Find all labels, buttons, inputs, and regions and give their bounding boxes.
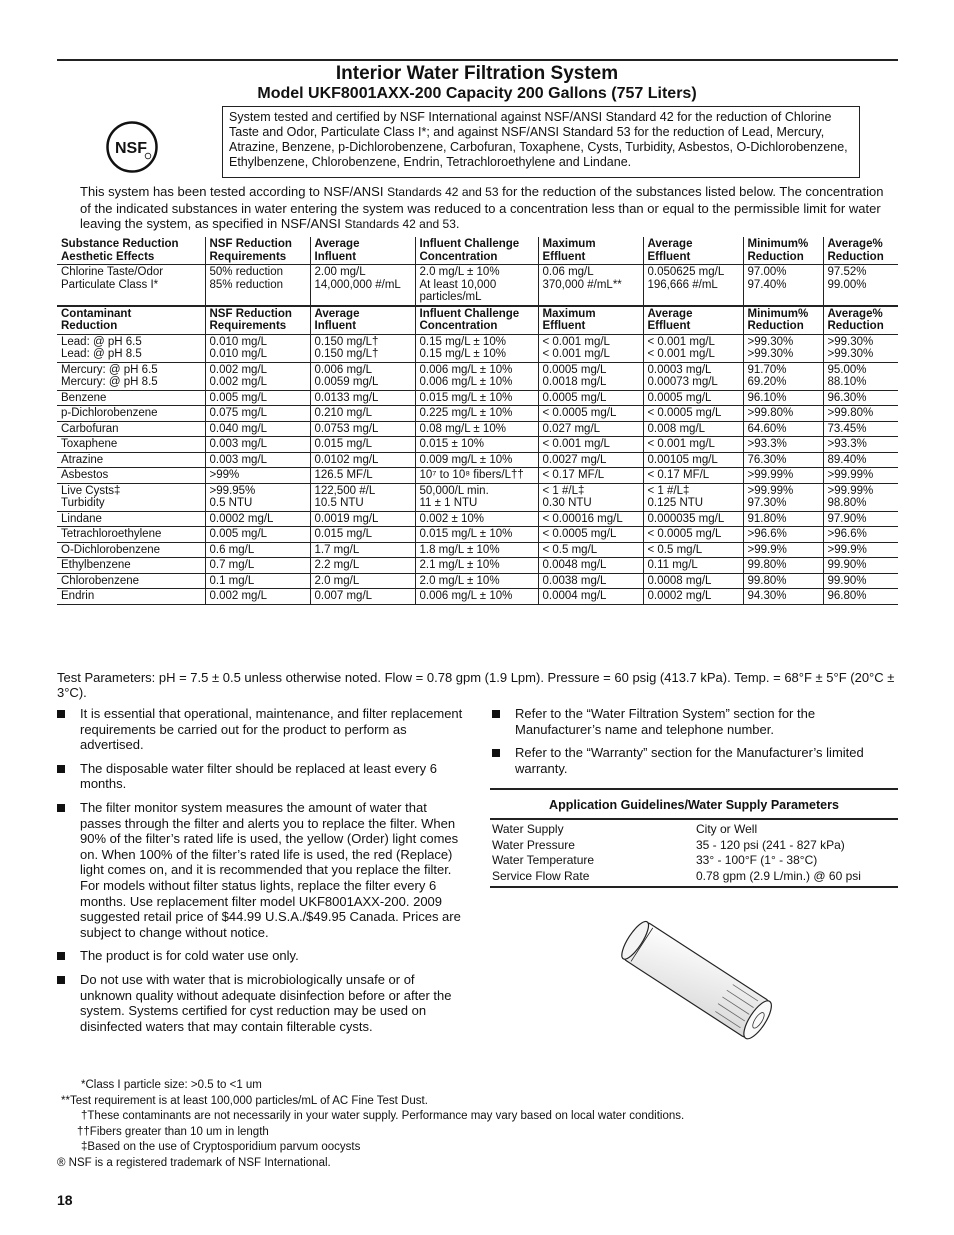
table-cell: 0.0002 mg/L bbox=[643, 589, 743, 605]
bullet-item bbox=[57, 972, 467, 1034]
table-cell: Live Cysts‡ Turbidity bbox=[57, 483, 205, 511]
table-cell: 1.8 mg/L ± 10% bbox=[415, 542, 538, 558]
table-cell: 89.40% bbox=[823, 452, 898, 468]
table-cell: Contaminant Reduction bbox=[57, 306, 205, 335]
guideline-row bbox=[490, 869, 898, 885]
table-cell: < 0.0005 mg/L bbox=[643, 406, 743, 422]
table-cell: Tetrachloroethylene bbox=[57, 527, 205, 543]
table-cell: 2.0 mg/L bbox=[310, 573, 415, 589]
table-cell: Chlorobenzene bbox=[57, 573, 205, 589]
table-cell: Chlorine Taste/Odor Particulate Class I* bbox=[57, 265, 205, 306]
table-cell: Influent Challenge Concentration bbox=[415, 237, 538, 265]
table-cell: >99.30% >99.30% bbox=[823, 334, 898, 362]
table-cell: 0.1 mg/L bbox=[205, 573, 310, 589]
table-cell: 0.015 mg/L bbox=[310, 527, 415, 543]
table-cell: >99.99% 97.30% bbox=[743, 483, 823, 511]
table-cell: 2.0 mg/L ± 10% At least 10,000 particles/mL bbox=[415, 265, 538, 306]
table-cell: 97.90% bbox=[823, 511, 898, 527]
table-cell: Average Influent bbox=[310, 306, 415, 335]
table-cell: >99.30% >99.30% bbox=[743, 334, 823, 362]
table-header-row bbox=[57, 237, 898, 265]
table-header-row bbox=[57, 306, 898, 335]
table-cell: < 0.001 mg/L bbox=[538, 437, 643, 453]
table-cell: Endrin bbox=[57, 589, 205, 605]
table-row bbox=[57, 406, 898, 422]
table-cell: 0.040 mg/L bbox=[205, 421, 310, 437]
table-cell: 0.00105 mg/L bbox=[643, 452, 743, 468]
table-row bbox=[57, 437, 898, 453]
bullet-item bbox=[57, 761, 467, 792]
table-cell: O-Dichlorobenzene bbox=[57, 542, 205, 558]
guideline-row bbox=[490, 822, 898, 838]
table-cell: 0.015 mg/L ± 10% bbox=[415, 527, 538, 543]
page-subtitle: Model UKF8001AXX-200 Capacity 200 Gallons (757 Liters) bbox=[257, 85, 697, 102]
table-cell: 97.52% 99.00% bbox=[823, 265, 898, 306]
table-cell: 0.0002 mg/L bbox=[205, 511, 310, 527]
table-cell: < 1 #/L‡ 0.125 NTU bbox=[643, 483, 743, 511]
table-cell: 0.0005 mg/L 0.0018 mg/L bbox=[538, 362, 643, 390]
table-cell: 0.015 ± 10% bbox=[415, 437, 538, 453]
table-row bbox=[57, 334, 898, 362]
table-cell: < 0.00016 mg/L bbox=[538, 511, 643, 527]
table-cell: 0.002 mg/L 0.002 mg/L bbox=[205, 362, 310, 390]
bullet-text: The product is for cold water use only. bbox=[80, 948, 299, 964]
footnote: *Class I particle size: >0.5 to <1 um bbox=[81, 1079, 262, 1091]
table-cell: 2.0 mg/L ± 10% bbox=[415, 573, 538, 589]
nsf-logo-text: NSF bbox=[115, 140, 147, 157]
application-guidelines bbox=[490, 788, 898, 888]
table-cell: 0.0008 mg/L bbox=[643, 573, 743, 589]
table-cell: >99.80% bbox=[743, 406, 823, 422]
table-cell: 50% reduction 85% reduction bbox=[205, 265, 310, 306]
table-cell: 91.70% 69.20% bbox=[743, 362, 823, 390]
table-cell: 0.010 mg/L 0.010 mg/L bbox=[205, 334, 310, 362]
table-cell: 0.009 mg/L ± 10% bbox=[415, 452, 538, 468]
bullet-list-right bbox=[492, 706, 897, 784]
performance-data-table bbox=[57, 237, 898, 605]
table-cell: 0.0019 mg/L bbox=[310, 511, 415, 527]
bullet-text: Refer to the “Warranty” section for the Manufacturer’s limited warranty. bbox=[515, 745, 864, 776]
table-cell: Maximum Effluent bbox=[538, 306, 643, 335]
guideline-value: 35 - 120 psi (241 - 827 kPa) bbox=[696, 837, 845, 852]
table-cell: >93.3% bbox=[743, 437, 823, 453]
table-cell: >93.3% bbox=[823, 437, 898, 453]
table-cell: p-Dichlorobenzene bbox=[57, 406, 205, 422]
guidelines-title: Application Guidelines/Water Supply Parameters bbox=[490, 788, 898, 820]
table-cell: Influent Challenge Concentration bbox=[415, 306, 538, 335]
guideline-label: Water Pressure bbox=[492, 837, 575, 852]
guideline-row bbox=[490, 838, 898, 854]
table-cell: 0.003 mg/L bbox=[205, 437, 310, 453]
table-cell: 0.0004 mg/L bbox=[538, 589, 643, 605]
table-row bbox=[57, 527, 898, 543]
table-cell: Average% Reduction bbox=[823, 237, 898, 265]
table-cell: Average Effluent bbox=[643, 237, 743, 265]
bullet-text: It is essential that operational, maintenance, and filter replacement requirements be carried out for the product to perform as advertised. bbox=[80, 706, 463, 753]
table-cell: NSF Reduction Requirements bbox=[205, 306, 310, 335]
table-cell: Lindane bbox=[57, 511, 205, 527]
bullet-text: Do not use with water that is microbiologically unsafe or of unknown quality without adequate disinfection before or after the system. Systems certified for cyst reduction may be used on disinfected waters that may contain filterable cysts. bbox=[80, 971, 452, 1034]
guideline-label: Water Supply bbox=[492, 822, 564, 836]
guidelines-bottom-rule bbox=[490, 886, 898, 888]
footnote: **Test requirement is at least 100,000 particles/mL of AC Fine Test Dust. bbox=[61, 1094, 428, 1107]
table-cell: < 0.5 mg/L bbox=[538, 542, 643, 558]
footnote: ††Fibers greater than 10 um in length bbox=[77, 1125, 269, 1138]
table-cell: 0.11 mg/L bbox=[643, 558, 743, 574]
table-cell: 0.0005 mg/L bbox=[538, 390, 643, 406]
bullet-item bbox=[57, 948, 467, 964]
page-number: 18 bbox=[57, 1192, 73, 1208]
table-cell: < 0.001 mg/L < 0.001 mg/L bbox=[643, 334, 743, 362]
table-cell: 94.30% bbox=[743, 589, 823, 605]
table-cell: 95.00% 88.10% bbox=[823, 362, 898, 390]
table-cell: < 0.0005 mg/L bbox=[643, 527, 743, 543]
square-bullet-icon bbox=[57, 710, 65, 718]
table-cell: 0.150 mg/L† 0.150 mg/L† bbox=[310, 334, 415, 362]
table-row bbox=[57, 265, 898, 306]
square-bullet-icon bbox=[57, 765, 65, 773]
table-row bbox=[57, 589, 898, 605]
table-cell: >99.80% bbox=[823, 406, 898, 422]
table-cell: 122,500 #/L 10.5 NTU bbox=[310, 483, 415, 511]
guideline-value: 33° - 100°F (1° - 38°C) bbox=[696, 853, 818, 868]
table-cell: 0.0027 mg/L bbox=[538, 452, 643, 468]
table-cell: Asbestos bbox=[57, 468, 205, 484]
guideline-value: 0.78 gpm (2.9 L/min.) @ 60 psi bbox=[696, 868, 861, 883]
table-cell: 2.00 mg/L 14,000,000 #/mL bbox=[310, 265, 415, 306]
certification-box: System tested and certified by NSF International against NSF/ANSI Standard 42 for the reduction of Chlorine Taste and Odor, Particulate Class I*; and against NSF/ANSI Standard 53 for the reduction of Lead, Mercury, Atrazine, Benzene, p-Dichlorobenzene, Carbofuran, Toxaphene, Cysts, Turbidity, Asbestos, O-Dichlorobenzene, Ethylbenzene, Chlorobenzene, Endrin, Tetrachloroethylene and Lindane. bbox=[222, 106, 860, 178]
bullet-item bbox=[57, 706, 467, 753]
test-parameters: Test Parameters: pH = 7.5 ± 0.5 unless otherwise noted. Flow = 0.78 gpm (1.9 Lpm). Pressure = 60 psig (413.7 kPa). Temp. = 68°F ± 5°F (20°C ± 3°C). bbox=[57, 670, 895, 700]
table-cell: >99.99% bbox=[823, 468, 898, 484]
table-cell: 99.90% bbox=[823, 573, 898, 589]
table-cell: 0.005 mg/L bbox=[205, 527, 310, 543]
table-cell: 0.075 mg/L bbox=[205, 406, 310, 422]
table-cell: Minimum% Reduction bbox=[743, 237, 823, 265]
table-cell: 0.006 mg/L 0.0059 mg/L bbox=[310, 362, 415, 390]
table-cell: Ethylbenzene bbox=[57, 558, 205, 574]
table-cell: Minimum% Reduction bbox=[743, 306, 823, 335]
table-cell: >96.6% bbox=[743, 527, 823, 543]
table-row bbox=[57, 558, 898, 574]
guideline-value: City or Well bbox=[696, 822, 758, 836]
table-cell: < 0.001 mg/L < 0.001 mg/L bbox=[538, 334, 643, 362]
table-cell: 0.002 mg/L bbox=[205, 589, 310, 605]
footnote: †These contaminants are not necessarily in your water supply. Performance may vary based on local water conditions. bbox=[81, 1110, 685, 1123]
table-cell: 0.0102 mg/L bbox=[310, 452, 415, 468]
table-cell: Average% Reduction bbox=[823, 306, 898, 335]
footnote: ‡Based on the use of Cryptosporidium parvum oocysts bbox=[81, 1141, 361, 1154]
water-filter-cartridge-icon bbox=[610, 910, 790, 1050]
intro-paragraph: This system has been tested according to NSF/ANSI Standards 42 and 53 for the reduction of the substances listed below. The concentration of the indicated substances in water entering the system was reduced to a concentration less than or equal to the permissible limit for water leaving the system, as specified in NSF/ANSI Standards 42 and 53. bbox=[80, 184, 884, 231]
page-title: Interior Water Filtration System bbox=[335, 63, 619, 84]
table-cell: Atrazine bbox=[57, 452, 205, 468]
bullet-item bbox=[492, 745, 897, 776]
table-cell: 0.015 mg/L ± 10% bbox=[415, 390, 538, 406]
table-cell: Maximum Effluent bbox=[538, 237, 643, 265]
table-cell: 0.000035 mg/L bbox=[643, 511, 743, 527]
table-cell: >99.9% bbox=[823, 542, 898, 558]
table-cell: 10⁷ to 10⁸ fibers/L†† bbox=[415, 468, 538, 484]
table-cell: Average Influent bbox=[310, 237, 415, 265]
table-cell: 76.30% bbox=[743, 452, 823, 468]
table-cell: >99.99% bbox=[743, 468, 823, 484]
table-cell: 0.15 mg/L ± 10% 0.15 mg/L ± 10% bbox=[415, 334, 538, 362]
table-cell: 0.0133 mg/L bbox=[310, 390, 415, 406]
table-cell: 0.225 mg/L ± 10% bbox=[415, 406, 538, 422]
table-cell: 96.10% bbox=[743, 390, 823, 406]
table-cell: 0.06 mg/L 370,000 #/mL** bbox=[538, 265, 643, 306]
square-bullet-icon bbox=[57, 976, 65, 984]
table-row bbox=[57, 573, 898, 589]
table-cell: >99.99% 98.80% bbox=[823, 483, 898, 511]
guideline-row bbox=[490, 853, 898, 869]
table-cell: < 0.17 MF/L bbox=[643, 468, 743, 484]
table-cell: 91.80% bbox=[743, 511, 823, 527]
table-cell: Lead: @ pH 6.5 Lead: @ pH 8.5 bbox=[57, 334, 205, 362]
table-cell: 97.00% 97.40% bbox=[743, 265, 823, 306]
table-cell: < 0.001 mg/L bbox=[643, 437, 743, 453]
table-cell: 99.80% bbox=[743, 558, 823, 574]
nsf-logo-icon bbox=[106, 121, 158, 173]
top-rule bbox=[57, 59, 898, 61]
bullet-text: Refer to the “Water Filtration System” section for the Manufacturer’s name and telephone number. bbox=[515, 706, 816, 737]
table-row bbox=[57, 362, 898, 390]
table-cell: 0.050625 mg/L 196,666 #/mL bbox=[643, 265, 743, 306]
table-cell: 0.007 mg/L bbox=[310, 589, 415, 605]
table-cell: 64.60% bbox=[743, 421, 823, 437]
table-cell: 1.7 mg/L bbox=[310, 542, 415, 558]
square-bullet-icon bbox=[57, 804, 65, 812]
table-cell: 126.5 MF/L bbox=[310, 468, 415, 484]
table-cell: Benzene bbox=[57, 390, 205, 406]
bullet-item bbox=[492, 706, 897, 737]
table-cell: 0.08 mg/L ± 10% bbox=[415, 421, 538, 437]
table-cell: Substance Reduction Aesthetic Effects bbox=[57, 237, 205, 265]
table-cell: 0.008 mg/L bbox=[643, 421, 743, 437]
table-cell: >96.6% bbox=[823, 527, 898, 543]
bullet-item bbox=[57, 800, 467, 940]
table-cell: 0.6 mg/L bbox=[205, 542, 310, 558]
table-row bbox=[57, 542, 898, 558]
table-cell: >99.9% bbox=[743, 542, 823, 558]
table-cell: 96.30% bbox=[823, 390, 898, 406]
table-cell: < 0.5 mg/L bbox=[643, 542, 743, 558]
table-cell: NSF Reduction Requirements bbox=[205, 237, 310, 265]
bullet-list-left bbox=[57, 706, 467, 1042]
footnote: ® NSF is a registered trademark of NSF International. bbox=[57, 1156, 331, 1169]
table-cell: Mercury: @ pH 6.5 Mercury: @ pH 8.5 bbox=[57, 362, 205, 390]
table-cell: 0.027 mg/L bbox=[538, 421, 643, 437]
table-cell: 0.210 mg/L bbox=[310, 406, 415, 422]
table-cell: < 0.17 MF/L bbox=[538, 468, 643, 484]
table-cell: 0.0005 mg/L bbox=[643, 390, 743, 406]
table-cell: Carbofuran bbox=[57, 421, 205, 437]
table-cell: 0.0753 mg/L bbox=[310, 421, 415, 437]
table-cell: >99% bbox=[205, 468, 310, 484]
footnotes bbox=[57, 1078, 857, 1172]
table-cell: 0.015 mg/L bbox=[310, 437, 415, 453]
guideline-label: Water Temperature bbox=[492, 853, 595, 868]
table-cell: 96.80% bbox=[823, 589, 898, 605]
table-cell: 73.45% bbox=[823, 421, 898, 437]
table-cell: 2.2 mg/L bbox=[310, 558, 415, 574]
table-row bbox=[57, 421, 898, 437]
table-cell: 50,000/L min. 11 ± 1 NTU bbox=[415, 483, 538, 511]
table-cell: 0.003 mg/L bbox=[205, 452, 310, 468]
bullet-text: The filter monitor system measures the amount of water that passes through the filter and alerts you to replace the filter. When 90% of the filter’s rated life is used, the yellow (Order) light comes on. When 100% of the filter’s rated life is used, the red (Replace) light comes on, and it is recommended that you replace the filter. For models without filter status lights, replace the filter every 6 months. Use replacement filter model UKF8001AXX-200. 2009 suggested retail price of $44.99 U.S.A./$49.95 Canada. Prices are subject to change without notice. bbox=[80, 799, 461, 940]
square-bullet-icon bbox=[492, 710, 500, 718]
table-cell: 2.1 mg/L ± 10% bbox=[415, 558, 538, 574]
table-row bbox=[57, 390, 898, 406]
table-row bbox=[57, 452, 898, 468]
table-cell: 0.006 mg/L ± 10% bbox=[415, 589, 538, 605]
table-row bbox=[57, 468, 898, 484]
table-cell: 0.0003 mg/L 0.00073 mg/L bbox=[643, 362, 743, 390]
square-bullet-icon bbox=[492, 749, 500, 757]
table-cell: 0.005 mg/L bbox=[205, 390, 310, 406]
table-cell: 99.90% bbox=[823, 558, 898, 574]
square-bullet-icon bbox=[57, 952, 65, 960]
guideline-label: Service Flow Rate bbox=[492, 868, 590, 883]
table-cell: < 0.0005 mg/L bbox=[538, 406, 643, 422]
table-cell: 0.0048 mg/L bbox=[538, 558, 643, 574]
table-cell: Toxaphene bbox=[57, 437, 205, 453]
table-cell: 0.0038 mg/L bbox=[538, 573, 643, 589]
table-cell: 0.006 mg/L ± 10% 0.006 mg/L ± 10% bbox=[415, 362, 538, 390]
bullet-text: The disposable water filter should be replaced at least every 6 months. bbox=[80, 760, 437, 792]
table-cell: 0.7 mg/L bbox=[205, 558, 310, 574]
table-row bbox=[57, 511, 898, 527]
table-cell: < 1 #/L‡ 0.30 NTU bbox=[538, 483, 643, 511]
table-cell: >99.95% 0.5 NTU bbox=[205, 483, 310, 511]
table-cell: < 0.0005 mg/L bbox=[538, 527, 643, 543]
table-cell: Average Effluent bbox=[643, 306, 743, 335]
table-cell: 99.80% bbox=[743, 573, 823, 589]
table-row bbox=[57, 483, 898, 511]
table-cell: 0.002 ± 10% bbox=[415, 511, 538, 527]
